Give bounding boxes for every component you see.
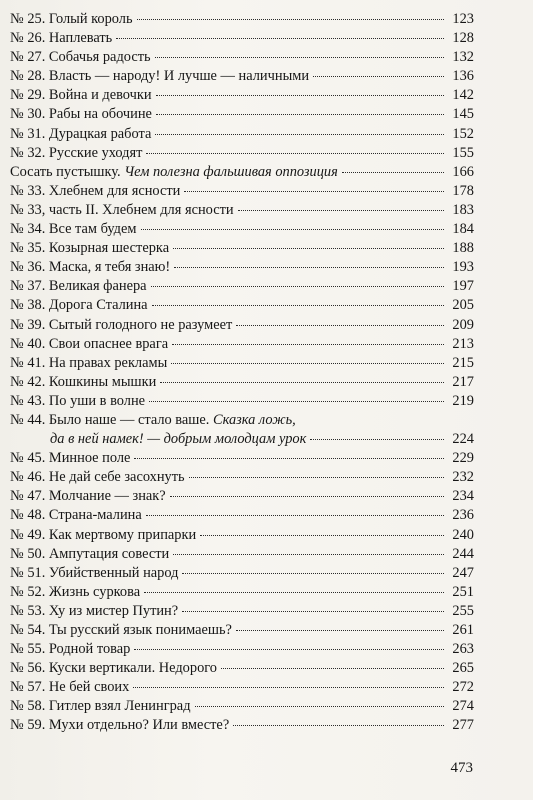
dot-leader (149, 401, 444, 402)
dot-leader (236, 630, 444, 631)
toc-title: № 42. Кошкины мышки (10, 373, 157, 390)
dot-leader (146, 153, 444, 154)
dot-leader (152, 305, 444, 306)
toc-title: № 50. Ампутация совести (10, 545, 170, 562)
toc-title: № 38. Дорога Сталина (10, 297, 148, 314)
toc-entry-44 (10, 411, 474, 449)
dot-leader (342, 172, 444, 173)
dot-leader (184, 191, 444, 192)
toc-title: № 56. Куски вертикали. Недорого (10, 660, 217, 677)
toc-title: № 28. Власть — народу! И лучше — наличными (10, 68, 310, 85)
toc-title: № 47. Молчание — знак? (10, 488, 166, 505)
toc-title: № 26. Наплевать (10, 30, 113, 47)
dot-leader (171, 363, 444, 364)
toc-title: № 45. Минное поле (10, 450, 131, 467)
toc-entry-59 (10, 716, 474, 735)
toc-page-number: 236 (452, 507, 474, 524)
toc-entry-34 (10, 220, 474, 239)
dot-leader (160, 382, 444, 383)
toc-entry-29 (10, 86, 474, 105)
toc-entry-40 (10, 335, 474, 354)
dot-leader (173, 554, 444, 555)
toc-title-line-2 (10, 430, 474, 449)
toc-title: № 33. Хлебнем для ясности (10, 182, 181, 199)
dot-leader (313, 76, 444, 77)
toc-title (10, 163, 338, 182)
toc-page-number: 261 (452, 622, 474, 638)
toc-title: № 54. Ты русский язык понимаешь? (10, 622, 232, 638)
toc-page-number: 209 (452, 316, 474, 333)
toc-title: № 34. Все там будем (10, 221, 137, 238)
dot-leader (238, 210, 444, 211)
toc-page-number: 219 (452, 392, 474, 409)
toc-page-number: 183 (452, 201, 474, 218)
toc-page-number: 244 (452, 545, 474, 562)
toc-entry-37 (10, 277, 474, 296)
toc-entry-special-pacifier (10, 163, 474, 182)
toc-entry-25 (10, 10, 474, 29)
toc-entry-41 (10, 354, 474, 373)
toc-page-number: 255 (452, 602, 474, 619)
toc-page-number: 145 (452, 106, 474, 123)
toc-entry-55 (10, 640, 474, 659)
toc-page-number: 234 (452, 488, 474, 505)
toc-page-number: 274 (452, 698, 474, 715)
dot-leader (182, 573, 444, 574)
toc-title-main: Сосать пустышку. (10, 163, 121, 180)
toc-title: № 25. Голый король (10, 11, 133, 27)
toc-title: № 46. Не дай себе засохнуть (10, 469, 185, 486)
toc-page-number: 272 (452, 679, 474, 696)
footer-page-number: 473 (450, 760, 473, 776)
toc-entry-38 (10, 296, 474, 315)
toc-entry-33 (10, 182, 474, 201)
toc-entry-35 (10, 239, 474, 258)
toc-page-number: 229 (452, 450, 474, 467)
toc-title-line-1 (10, 411, 474, 430)
toc-title: № 31. Дурацкая работа (10, 125, 152, 142)
toc-title: № 36. Маска, я тебя знаю! (10, 259, 171, 276)
dot-leader (310, 439, 444, 440)
toc-entry-42 (10, 373, 474, 392)
toc-title: № 35. Козырная шестерка (10, 240, 170, 257)
dot-leader (221, 668, 444, 669)
toc-page-number: 193 (452, 259, 474, 276)
dot-leader (182, 611, 444, 612)
toc-title: № 33, часть II. Хлебнем для ясности (10, 201, 234, 218)
toc-page-number: 232 (452, 469, 474, 486)
toc-title: № 30. Рабы на обочине (10, 106, 152, 123)
toc-title: № 53. Ху из мистер Путин? (10, 602, 179, 619)
toc-entry-39 (10, 316, 474, 335)
toc-entry-32 (10, 144, 474, 163)
toc-title: № 27. Собачья радость (10, 49, 151, 66)
toc-page-number: 155 (452, 144, 474, 161)
toc-title: № 43. По уши в волне (10, 392, 146, 409)
toc-title: № 57. Не бей своих (10, 679, 130, 696)
toc-title: № 52. Жизнь суркова (10, 583, 141, 600)
toc-entry-30 (10, 105, 474, 124)
toc-entry-33-part-2 (10, 201, 474, 220)
dot-leader (172, 344, 444, 345)
toc-page-number: 224 (452, 431, 474, 448)
toc-page-number: 178 (452, 182, 474, 199)
dot-leader (156, 114, 444, 115)
toc-entry-46 (10, 468, 474, 487)
toc-title: № 39. Сытый голодного не разумеет (10, 316, 233, 333)
dot-leader (173, 248, 444, 249)
toc-title: № 29. Война и девочки (10, 87, 152, 104)
toc-title: № 59. Мухи отдельно? Или вместе? (10, 717, 230, 734)
dot-leader (170, 496, 444, 497)
toc-title: № 55. Родной товар (10, 641, 131, 658)
toc-entry-36 (10, 258, 474, 277)
toc-page-number: 265 (452, 660, 474, 677)
dot-leader (233, 725, 444, 726)
toc-entry-26 (10, 29, 474, 48)
toc-title: № 58. Гитлер взял Ленинград (10, 698, 191, 715)
dot-leader (141, 229, 445, 230)
toc-entry-54 (10, 621, 474, 640)
toc-title: № 44. Было наше — стало ваше. (10, 411, 210, 428)
dot-leader (151, 286, 444, 287)
toc-page-number: 213 (452, 335, 474, 352)
toc-page-number: 123 (452, 11, 474, 27)
toc-page-number: 136 (452, 68, 474, 85)
toc-entry-56 (10, 659, 474, 678)
dot-leader (134, 649, 444, 650)
toc-entry-47 (10, 487, 474, 506)
toc-entry-53 (10, 602, 474, 621)
toc-title: № 49. Как мертвому припарки (10, 526, 197, 543)
dot-leader (195, 706, 444, 707)
toc-title: № 40. Свои опаснее врага (10, 335, 169, 352)
dot-leader (146, 515, 444, 516)
toc-page-number: 142 (452, 87, 474, 104)
toc-entry-27 (10, 48, 474, 67)
toc-page-number: 251 (452, 583, 474, 600)
dot-leader (116, 38, 444, 39)
toc-entry-48 (10, 506, 474, 525)
dot-leader (133, 687, 444, 688)
toc-entry-49 (10, 526, 474, 545)
toc-title: № 41. На правах рекламы (10, 354, 168, 371)
toc-entry-50 (10, 545, 474, 564)
toc-page-number: 166 (452, 163, 474, 180)
toc-page-number: 184 (452, 221, 474, 238)
toc-page-number: 263 (452, 641, 474, 658)
toc-page-number: 277 (452, 717, 474, 734)
toc-entry-58 (10, 697, 474, 716)
toc-page-number: 197 (452, 278, 474, 295)
toc-page-number: 128 (452, 30, 474, 47)
toc-title: № 32. Русские уходят (10, 144, 143, 161)
dot-leader (155, 134, 444, 135)
toc-entry-31 (10, 125, 474, 144)
dot-leader (174, 267, 444, 268)
toc-page-number: 152 (452, 125, 474, 142)
toc-entry-57 (10, 678, 474, 697)
toc-page-number: 205 (452, 297, 474, 314)
toc-title: № 48. Страна-малина (10, 507, 142, 524)
toc-title: № 37. Великая фанера (10, 278, 147, 295)
dot-leader (134, 458, 444, 459)
toc-page-number: 188 (452, 240, 474, 257)
toc-page-number: 132 (452, 49, 474, 66)
toc-subtitle: Чем полезна фальшивая оппозиция (124, 163, 338, 180)
toc-entry-51 (10, 564, 474, 583)
dot-leader (155, 57, 444, 58)
toc-entry-52 (10, 583, 474, 602)
toc-page-number: 215 (452, 354, 474, 371)
toc-entry-28 (10, 67, 474, 86)
toc-page-number: 240 (452, 526, 474, 543)
toc-subtitle-part-1: Сказка ложь, (212, 411, 296, 428)
dot-leader (200, 535, 444, 536)
dot-leader (144, 592, 444, 593)
table-of-contents (10, 10, 474, 736)
dot-leader (156, 95, 444, 96)
toc-entry-43 (10, 392, 474, 411)
toc-title: № 51. Убийственный народ (10, 564, 179, 581)
toc-subtitle-part-2: да в ней намек! — добрым молодцам урок (50, 431, 307, 448)
dot-leader (137, 19, 444, 20)
toc-page-number: 217 (452, 373, 474, 390)
toc-entry-45 (10, 449, 474, 468)
dot-leader (236, 325, 444, 326)
toc-page-number: 247 (452, 564, 474, 581)
dot-leader (189, 477, 444, 478)
